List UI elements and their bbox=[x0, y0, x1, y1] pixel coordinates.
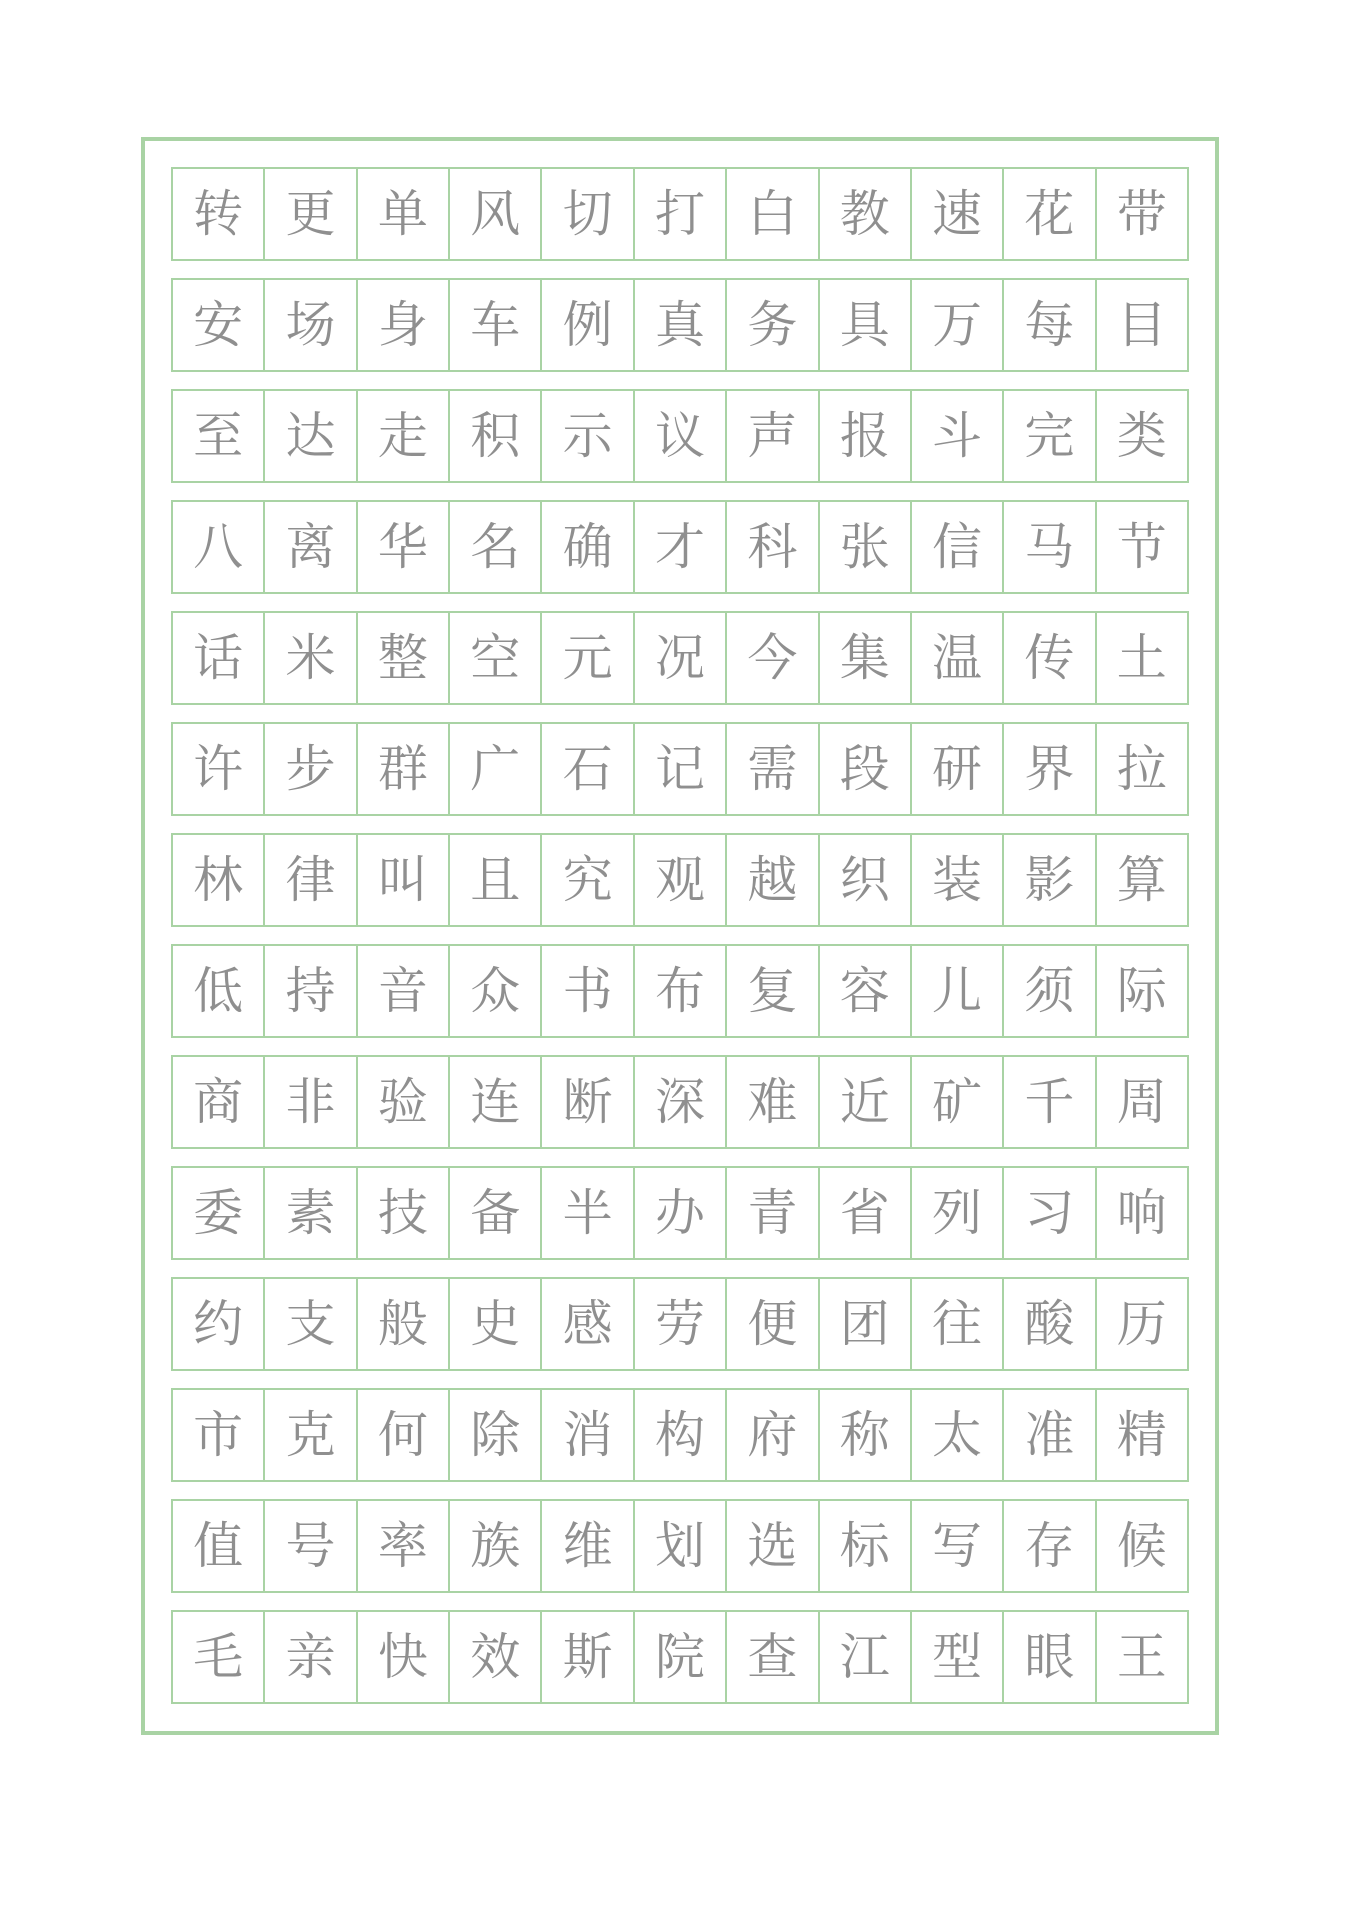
character-cell: 八 bbox=[173, 502, 265, 592]
character-cell: 界 bbox=[1004, 724, 1096, 814]
character-cell: 史 bbox=[450, 1279, 542, 1369]
grid-row bbox=[171, 944, 1189, 1038]
character-cell: 教 bbox=[820, 169, 912, 259]
character-cell: 半 bbox=[542, 1168, 634, 1258]
character-cell: 候 bbox=[1116, 1517, 1167, 1575]
character-cell: 查 bbox=[727, 1612, 819, 1702]
character-cell: 需 bbox=[727, 724, 819, 814]
character-cell: 精 bbox=[1116, 1406, 1167, 1464]
character-cell: 连 bbox=[450, 1057, 542, 1147]
character-cell: 华 bbox=[358, 502, 450, 592]
character-cell: 张 bbox=[820, 502, 912, 592]
grid-row bbox=[171, 1388, 1189, 1482]
character-cell: 拉 bbox=[1116, 740, 1167, 798]
grid-row bbox=[171, 1277, 1189, 1371]
character-cell: 消 bbox=[542, 1390, 634, 1480]
character-cell: 段 bbox=[820, 724, 912, 814]
character-cell: 矿 bbox=[912, 1057, 1004, 1147]
character-cell: 省 bbox=[820, 1168, 912, 1258]
character-cell: 书 bbox=[542, 946, 634, 1036]
character-cell: 积 bbox=[450, 391, 542, 481]
character-cell: 素 bbox=[265, 1168, 357, 1258]
character-cell: 院 bbox=[635, 1612, 727, 1702]
character-cell: 快 bbox=[358, 1612, 450, 1702]
character-cell: 身 bbox=[358, 280, 450, 370]
character-cell: 打 bbox=[635, 169, 727, 259]
character-cell: 马 bbox=[1004, 502, 1096, 592]
character-cell: 单 bbox=[358, 169, 450, 259]
character-cell: 市 bbox=[173, 1390, 265, 1480]
character-cell: 音 bbox=[358, 946, 450, 1036]
character-cell: 整 bbox=[358, 613, 450, 703]
grid-row bbox=[171, 167, 1189, 261]
grid-row bbox=[171, 1610, 1189, 1704]
character-cell: 克 bbox=[265, 1390, 357, 1480]
character-cell: 观 bbox=[635, 835, 727, 925]
character-cell: 划 bbox=[635, 1501, 727, 1591]
character-cell: 毛 bbox=[173, 1612, 265, 1702]
character-cell: 复 bbox=[727, 946, 819, 1036]
character-cell: 布 bbox=[635, 946, 727, 1036]
character-cell: 花 bbox=[1004, 169, 1096, 259]
character-cell: 律 bbox=[265, 835, 357, 925]
character-cell: 今 bbox=[727, 613, 819, 703]
character-cell: 准 bbox=[1004, 1390, 1096, 1480]
character-cell: 空 bbox=[450, 613, 542, 703]
character-cell: 示 bbox=[542, 391, 634, 481]
character-cell: 难 bbox=[727, 1057, 819, 1147]
character-cell: 断 bbox=[542, 1057, 634, 1147]
character-cell: 步 bbox=[265, 724, 357, 814]
character-cell: 达 bbox=[265, 391, 357, 481]
character-cell: 江 bbox=[820, 1612, 912, 1702]
character-cell: 商 bbox=[173, 1057, 265, 1147]
character-cell: 千 bbox=[1004, 1057, 1096, 1147]
character-cell: 型 bbox=[912, 1612, 1004, 1702]
character-cell: 标 bbox=[820, 1501, 912, 1591]
character-cell: 更 bbox=[265, 169, 357, 259]
character-cell: 切 bbox=[542, 169, 634, 259]
character-cell: 究 bbox=[542, 835, 634, 925]
character-cell: 织 bbox=[820, 835, 912, 925]
character-cell: 温 bbox=[912, 613, 1004, 703]
character-cell: 务 bbox=[727, 280, 819, 370]
character-cell: 便 bbox=[727, 1279, 819, 1369]
character-cell: 效 bbox=[450, 1612, 542, 1702]
character-cell: 约 bbox=[173, 1279, 265, 1369]
character-cell: 众 bbox=[450, 946, 542, 1036]
character-cell: 目 bbox=[1116, 296, 1167, 354]
character-cell: 至 bbox=[173, 391, 265, 481]
character-cell: 历 bbox=[1116, 1295, 1167, 1353]
character-cell: 算 bbox=[1116, 851, 1167, 909]
character-cell: 装 bbox=[912, 835, 1004, 925]
character-cell: 周 bbox=[1116, 1073, 1167, 1131]
character-cell: 写 bbox=[912, 1501, 1004, 1591]
character-cell: 青 bbox=[727, 1168, 819, 1258]
character-cell: 近 bbox=[820, 1057, 912, 1147]
character-cell: 儿 bbox=[912, 946, 1004, 1036]
character-cell: 速 bbox=[912, 169, 1004, 259]
character-cell: 石 bbox=[542, 724, 634, 814]
character-cell: 广 bbox=[450, 724, 542, 814]
character-cell: 才 bbox=[635, 502, 727, 592]
character-cell: 话 bbox=[173, 613, 265, 703]
character-cell: 值 bbox=[173, 1501, 265, 1591]
character-cell: 确 bbox=[542, 502, 634, 592]
character-cell: 叫 bbox=[358, 835, 450, 925]
character-cell: 往 bbox=[912, 1279, 1004, 1369]
character-cell: 习 bbox=[1004, 1168, 1096, 1258]
character-cell: 非 bbox=[265, 1057, 357, 1147]
character-cell: 白 bbox=[727, 169, 819, 259]
grid-row bbox=[171, 1055, 1189, 1149]
character-cell: 议 bbox=[635, 391, 727, 481]
character-cell: 报 bbox=[820, 391, 912, 481]
character-cell: 具 bbox=[820, 280, 912, 370]
character-cell: 除 bbox=[450, 1390, 542, 1480]
character-cell: 支 bbox=[265, 1279, 357, 1369]
grid-row bbox=[171, 278, 1189, 372]
character-cell: 族 bbox=[450, 1501, 542, 1591]
character-cell: 名 bbox=[450, 502, 542, 592]
character-cell: 斗 bbox=[912, 391, 1004, 481]
character-cell: 亲 bbox=[265, 1612, 357, 1702]
character-cell: 且 bbox=[450, 835, 542, 925]
character-cell: 府 bbox=[727, 1390, 819, 1480]
character-cell: 信 bbox=[912, 502, 1004, 592]
character-cell: 传 bbox=[1004, 613, 1096, 703]
grid-row bbox=[171, 1166, 1189, 1260]
character-cell: 带 bbox=[1116, 185, 1167, 243]
character-cell: 办 bbox=[635, 1168, 727, 1258]
character-cell: 例 bbox=[542, 280, 634, 370]
character-cell: 许 bbox=[173, 724, 265, 814]
character-cell: 般 bbox=[358, 1279, 450, 1369]
character-cell: 场 bbox=[265, 280, 357, 370]
character-cell: 风 bbox=[450, 169, 542, 259]
character-cell: 记 bbox=[635, 724, 727, 814]
character-cell: 感 bbox=[542, 1279, 634, 1369]
character-cell: 响 bbox=[1116, 1184, 1167, 1242]
character-cell: 劳 bbox=[635, 1279, 727, 1369]
character-cell: 米 bbox=[265, 613, 357, 703]
character-cell: 存 bbox=[1004, 1501, 1096, 1591]
character-cell: 太 bbox=[912, 1390, 1004, 1480]
character-cell: 备 bbox=[450, 1168, 542, 1258]
character-cell: 际 bbox=[1116, 962, 1167, 1020]
character-cell: 群 bbox=[358, 724, 450, 814]
character-cell: 王 bbox=[1116, 1628, 1167, 1686]
character-cell: 越 bbox=[727, 835, 819, 925]
character-cell: 验 bbox=[358, 1057, 450, 1147]
character-cell: 走 bbox=[358, 391, 450, 481]
character-cell: 维 bbox=[542, 1501, 634, 1591]
character-grid bbox=[171, 167, 1189, 1721]
grid-row bbox=[171, 1499, 1189, 1593]
character-cell: 列 bbox=[912, 1168, 1004, 1258]
character-cell: 何 bbox=[358, 1390, 450, 1480]
grid-row bbox=[171, 500, 1189, 594]
character-cell: 安 bbox=[173, 280, 265, 370]
character-cell: 称 bbox=[820, 1390, 912, 1480]
character-cell: 节 bbox=[1116, 518, 1167, 576]
character-cell: 斯 bbox=[542, 1612, 634, 1702]
character-cell: 持 bbox=[265, 946, 357, 1036]
character-cell: 离 bbox=[265, 502, 357, 592]
grid-row bbox=[171, 389, 1189, 483]
character-cell: 转 bbox=[173, 169, 265, 259]
character-cell: 每 bbox=[1004, 280, 1096, 370]
grid-row bbox=[171, 833, 1189, 927]
character-cell: 深 bbox=[635, 1057, 727, 1147]
character-cell: 科 bbox=[727, 502, 819, 592]
character-cell: 须 bbox=[1004, 946, 1096, 1036]
character-cell: 团 bbox=[820, 1279, 912, 1369]
character-cell: 元 bbox=[542, 613, 634, 703]
grid-row bbox=[171, 722, 1189, 816]
character-cell: 选 bbox=[727, 1501, 819, 1591]
character-cell: 万 bbox=[912, 280, 1004, 370]
character-cell: 号 bbox=[265, 1501, 357, 1591]
character-cell: 委 bbox=[173, 1168, 265, 1258]
character-cell: 眼 bbox=[1004, 1612, 1096, 1702]
character-cell: 技 bbox=[358, 1168, 450, 1258]
character-cell: 土 bbox=[1116, 629, 1167, 687]
grid-row bbox=[171, 611, 1189, 705]
character-cell: 林 bbox=[173, 835, 265, 925]
character-cell: 酸 bbox=[1004, 1279, 1096, 1369]
character-cell: 声 bbox=[727, 391, 819, 481]
character-cell: 影 bbox=[1004, 835, 1096, 925]
character-cell: 构 bbox=[635, 1390, 727, 1480]
character-cell: 完 bbox=[1004, 391, 1096, 481]
character-cell: 况 bbox=[635, 613, 727, 703]
character-cell: 真 bbox=[635, 280, 727, 370]
character-cell: 集 bbox=[820, 613, 912, 703]
character-cell: 类 bbox=[1116, 407, 1167, 465]
character-cell: 率 bbox=[358, 1501, 450, 1591]
character-cell: 研 bbox=[912, 724, 1004, 814]
character-cell: 车 bbox=[450, 280, 542, 370]
character-cell: 低 bbox=[173, 946, 265, 1036]
character-cell: 容 bbox=[820, 946, 912, 1036]
